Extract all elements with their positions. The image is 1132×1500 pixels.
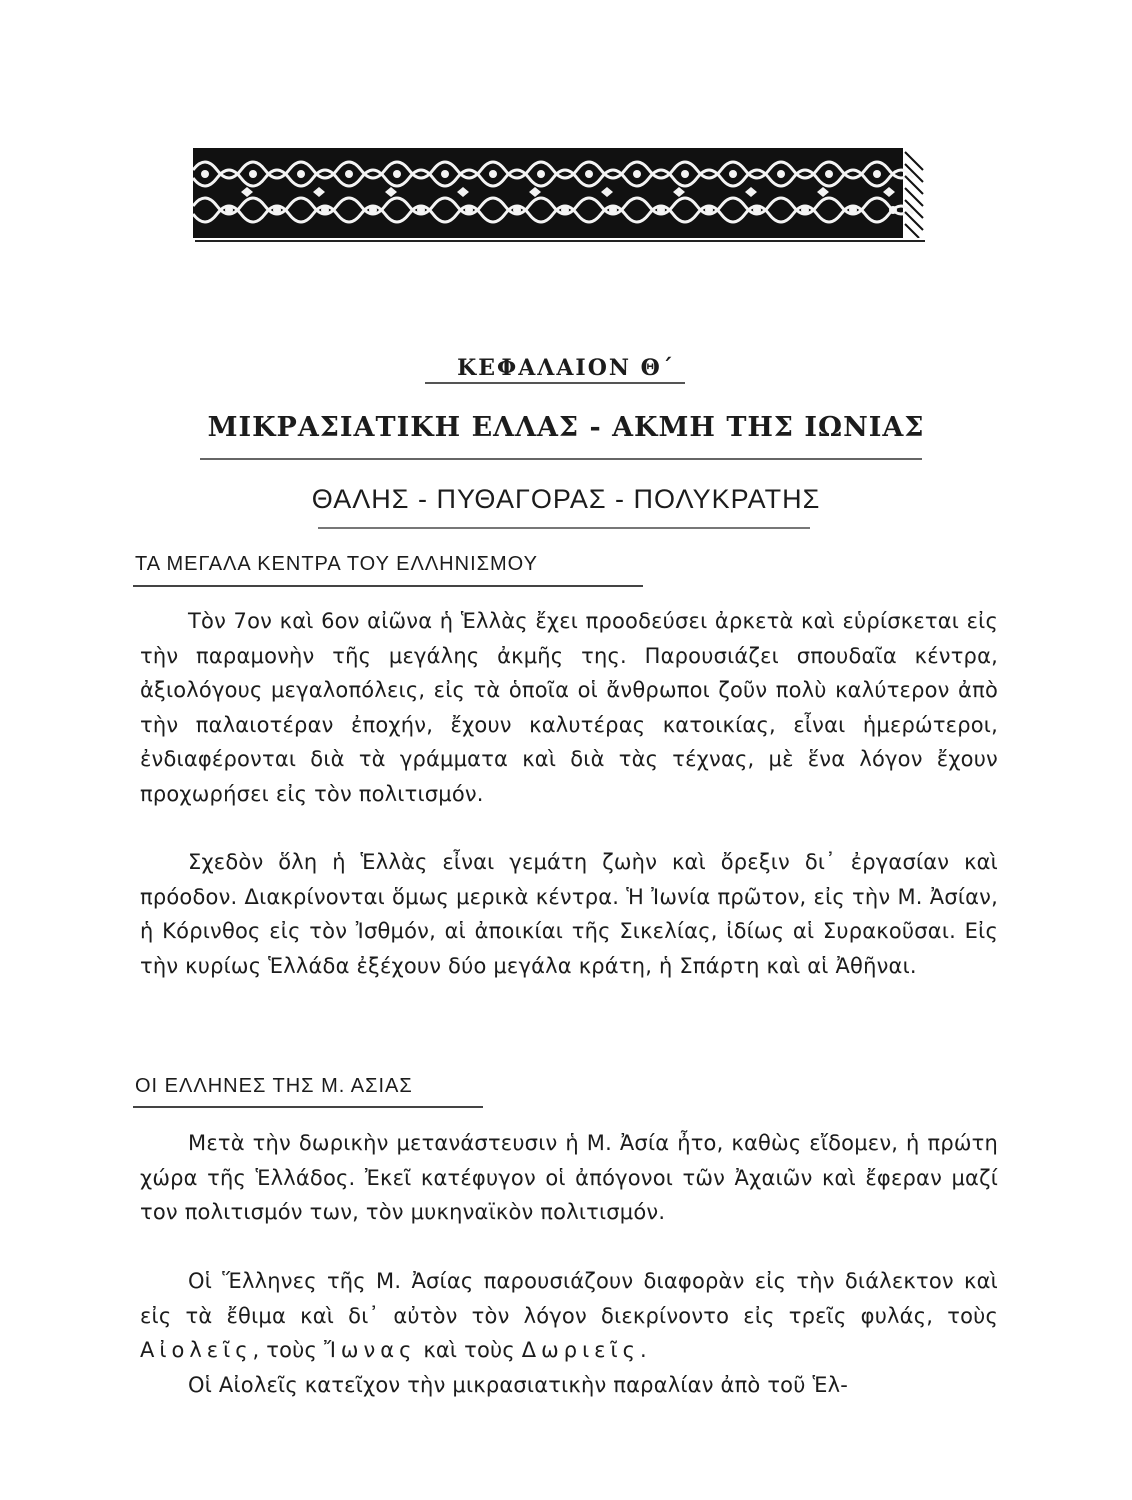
chapter-underline	[425, 382, 685, 384]
chapter-label: ΚΕΦΑΛΑΙΟΝ Θ΄	[457, 355, 675, 381]
decorative-header-ornament	[193, 148, 925, 238]
chapter-subtitle: ΘΑΛΗΣ - ΠΥΘΑΓΟΡΑΣ - ΠΟΛΥΚΡΑΤΗΣ	[311, 484, 821, 514]
tribe-doriees: Δωριεῖς	[521, 1338, 640, 1362]
section-heading-centers: ΤΑ ΜΕΓΑΛΑ ΚΕΝΤΡΑ ΤΟΥ ΕΛΛΗΝΙΣΜΟΥ	[135, 553, 538, 575]
chapter-title: ΜΙΚΡΑΣΙΑΤΙΚΗ ΕΛΛΑΣ - ΑΚΜΗ ΤΗΣ ΙΩΝΙΑΣ	[207, 412, 925, 443]
tribe-aioleis: Αἰολεῖς	[140, 1338, 253, 1362]
section-heading-centers-underline	[133, 585, 643, 587]
tribe-iones: Ἴωνας	[323, 1338, 417, 1362]
section-heading-asia-minor: ΟΙ ΕΛΛΗΝΕΣ ΤΗΣ Μ. ΑΣΙΑΣ	[135, 1075, 413, 1097]
paragraph-2: Σχεδὸν ὅλη ἡ Ἑλλὰς εἶναι γεμάτη ζωὴν καὶ ὄρεξιν δι᾿ ἐργασίαν καὶ πρόοδον. Διακρίνονται ὅμως μερικὰ κέντρα. Ἡ Ἰωνία πρῶτον, εἰς τὴν Μ. Ἀσίαν, ἡ Κόρινθος εἰς τὸν Ἰσθμόν, αἱ ἀποικίαι τῆς Σικελίας, ἰδίως αἱ Συρακοῦσαι. Εἰς τὴν κυρίως Ἑλλάδα ἐξέχουν δύο μεγάλα κράτη, ἡ Σπάρτη καὶ αἱ Ἀθῆναι.	[140, 850, 998, 978]
paragraph-3: Μετὰ τὴν δωρικὴν μετανάστευσιν ἡ Μ. Ἀσία ἦτο, καθὼς εἴδομεν, ἡ πρώτη χώρα τῆς Ἑλλάδος. Ἐκεῖ κατέφυγον οἱ ἀπόγονοι τῶν Ἀχαιῶν καὶ ἔφεραν μαζί τον πολιτισμόν των, τὸν μυκηναϊκὸν πολιτισμόν.	[140, 1131, 998, 1224]
title-underline	[200, 458, 922, 460]
paragraph-4-sep1: , τοὺς	[252, 1338, 318, 1362]
ornament-svg	[193, 148, 925, 238]
paragraph-4-sep2: καὶ τοὺς	[423, 1338, 515, 1362]
paragraph-5: Οἱ Αἰολεῖς κατεῖχον τὴν μικρασιατικὴν παραλίαν ἀπὸ τοῦ Ἑλ-	[188, 1372, 848, 1397]
subtitle-underline	[318, 527, 810, 529]
paragraph-1: Τὸν 7ον καὶ 6ον αἰῶνα ἡ Ἑλλὰς ἔχει προοδεύσει ἀρκετὰ καὶ εὑρίσκεται εἰς τὴν παραμονὴν τῆς μεγάλης ἀκμῆς της. Παρουσιάζει σπουδαῖα κέντρα, ἀξιολόγους μεγαλοπόλεις, εἰς τὰ ὁποῖα οἱ ἄνθρωποι ζοῦν πολὺ καλύτερον ἀπὸ τὴν παλαιοτέραν ἐποχήν, ἔχουν καλυτέρας κατοικίας, εἶναι ἡμερώτεροι, ἐνδιαφέρονται διὰ τὰ γράμματα καὶ διὰ τὰς τέχνας, μὲ ἕνα λόγον ἔχουν προχωρήσει εἰς τὸν πολιτισμόν.	[140, 609, 998, 806]
paragraph-4	[140, 1264, 998, 1402]
ornament-baseline	[195, 240, 925, 242]
paragraph-4-text: Οἱ Ἕλληνες τῆς Μ. Ἀσίας παρουσιάζουν διαφορὰν εἰς τὴν διάλεκτον καὶ εἰς τὰ ἔθιμα καὶ δι᾿ αὐτὸν τὸν λόγον διεκρίνοντο εἰς τρεῖς φυλάς, τοὺς	[140, 1269, 998, 1328]
paragraph-4-end: .	[639, 1338, 647, 1362]
section-heading-asia-minor-underline	[133, 1106, 483, 1108]
